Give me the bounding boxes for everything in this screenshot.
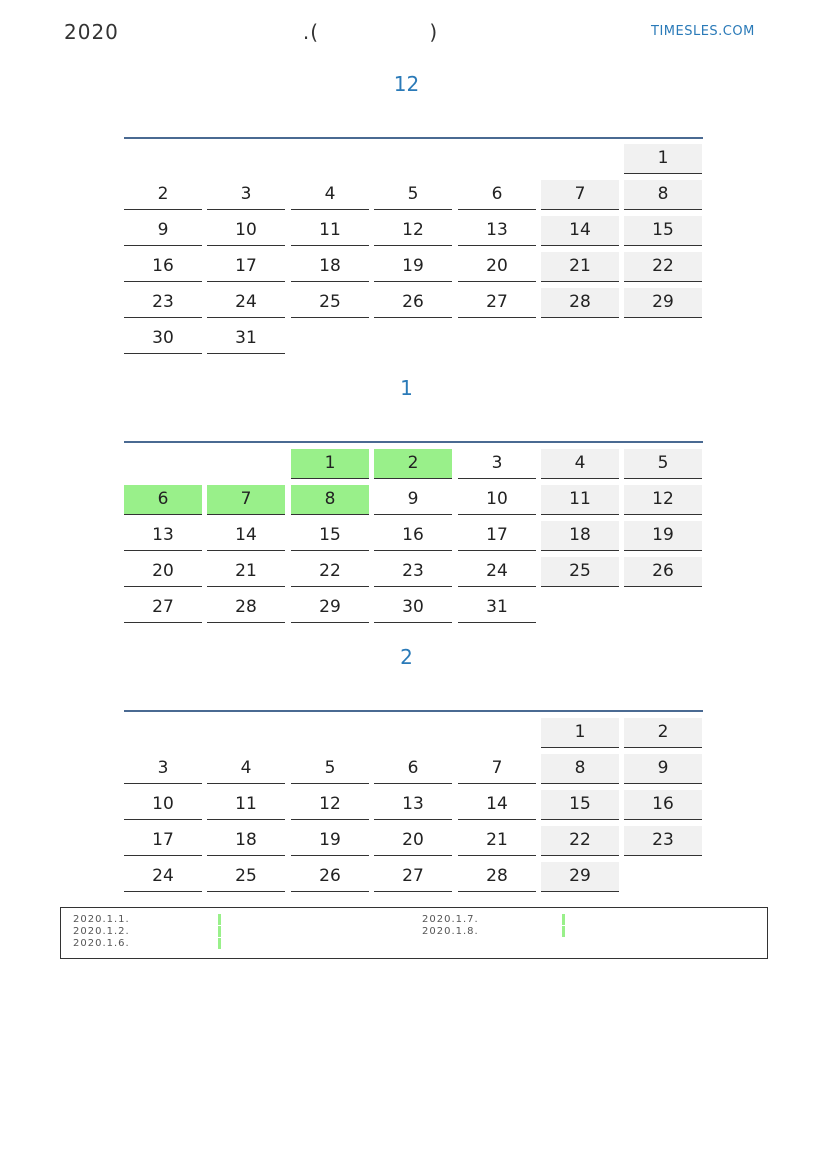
day-cell: 20 — [124, 557, 202, 587]
day-cell: 12 — [374, 216, 452, 246]
day-cell: 24 — [458, 557, 536, 587]
day-cell: 18 — [207, 826, 285, 856]
day-cell: 16 — [374, 521, 452, 551]
day-cell: 2 — [624, 718, 702, 748]
day-cell: 4 — [207, 754, 285, 784]
day-cell: 9 — [374, 485, 452, 515]
day-cell: 23 — [624, 826, 702, 856]
day-cell: 30 — [374, 593, 452, 623]
holiday-marker-icon — [218, 938, 221, 949]
day-cell: 17 — [124, 826, 202, 856]
day-cell: 10 — [458, 485, 536, 515]
day-cell: 27 — [458, 288, 536, 318]
month-title: 12 — [393, 72, 420, 96]
day-cell: 28 — [541, 288, 619, 318]
legend-date: 2020.1.1. — [73, 914, 130, 925]
day-cell: 24 — [207, 288, 285, 318]
day-cell: 8 — [541, 754, 619, 784]
day-cell: 31 — [458, 593, 536, 623]
day-cell: 28 — [458, 862, 536, 892]
day-cell: 11 — [291, 216, 369, 246]
day-cell: 17 — [207, 252, 285, 282]
day-cell: 24 — [124, 862, 202, 892]
day-cell: 20 — [374, 826, 452, 856]
day-cell: 29 — [624, 288, 702, 318]
day-cell: 13 — [374, 790, 452, 820]
day-cell: 20 — [458, 252, 536, 282]
day-cell: 25 — [291, 288, 369, 318]
day-cell: 10 — [207, 216, 285, 246]
day-cell: 12 — [624, 485, 702, 515]
day-cell: 7 — [541, 180, 619, 210]
day-cell: 8 — [291, 485, 369, 515]
day-cell: 6 — [374, 754, 452, 784]
day-cell: 17 — [458, 521, 536, 551]
page-title: 2020 .( ) — [64, 20, 439, 44]
day-cell: 7 — [458, 754, 536, 784]
day-cell: 6 — [124, 485, 202, 515]
legend-date: 2020.1.6. — [73, 938, 130, 949]
day-cell: 26 — [374, 288, 452, 318]
holiday-marker-icon — [562, 914, 565, 925]
brand-link[interactable]: TIMESLES.COM — [651, 24, 755, 39]
day-cell: 29 — [541, 862, 619, 892]
day-cell: 1 — [624, 144, 702, 174]
day-cell: 5 — [374, 180, 452, 210]
day-cell: 27 — [124, 593, 202, 623]
day-cell: 3 — [207, 180, 285, 210]
holiday-marker-icon — [218, 926, 221, 937]
month-header-rule — [124, 137, 703, 139]
day-cell: 5 — [291, 754, 369, 784]
day-cell: 19 — [624, 521, 702, 551]
day-cell: 3 — [458, 449, 536, 479]
day-cell: 16 — [624, 790, 702, 820]
day-cell: 13 — [458, 216, 536, 246]
legend-date: 2020.1.8. — [422, 926, 479, 937]
day-cell: 9 — [124, 216, 202, 246]
day-cell: 15 — [624, 216, 702, 246]
day-cell: 14 — [207, 521, 285, 551]
day-cell: 19 — [374, 252, 452, 282]
legend-date: 2020.1.7. — [422, 914, 479, 925]
day-cell: 1 — [291, 449, 369, 479]
day-cell: 1 — [541, 718, 619, 748]
day-cell: 31 — [207, 324, 285, 354]
day-cell: 21 — [541, 252, 619, 282]
day-cell: 19 — [291, 826, 369, 856]
day-cell: 22 — [624, 252, 702, 282]
month-header-rule — [124, 710, 703, 712]
day-cell: 4 — [291, 180, 369, 210]
day-cell: 23 — [124, 288, 202, 318]
holiday-marker-icon — [562, 926, 565, 937]
day-cell: 28 — [207, 593, 285, 623]
day-cell: 23 — [374, 557, 452, 587]
day-cell: 14 — [541, 216, 619, 246]
day-cell: 12 — [291, 790, 369, 820]
day-cell: 4 — [541, 449, 619, 479]
day-cell: 8 — [624, 180, 702, 210]
day-cell: 30 — [124, 324, 202, 354]
day-cell: 22 — [541, 826, 619, 856]
day-cell: 3 — [124, 754, 202, 784]
day-cell: 22 — [291, 557, 369, 587]
day-cell: 5 — [624, 449, 702, 479]
day-cell: 13 — [124, 521, 202, 551]
day-cell: 27 — [374, 862, 452, 892]
day-cell: 18 — [291, 252, 369, 282]
day-cell: 29 — [291, 593, 369, 623]
day-cell: 26 — [291, 862, 369, 892]
day-cell: 11 — [541, 485, 619, 515]
month-header-rule — [124, 441, 703, 443]
day-cell: 10 — [124, 790, 202, 820]
day-cell: 15 — [541, 790, 619, 820]
month-title: 1 — [400, 376, 413, 400]
holiday-legend — [60, 907, 768, 959]
day-cell: 25 — [541, 557, 619, 587]
day-cell: 7 — [207, 485, 285, 515]
month-title: 2 — [400, 645, 413, 669]
day-cell: 18 — [541, 521, 619, 551]
day-cell: 21 — [207, 557, 285, 587]
day-cell: 14 — [458, 790, 536, 820]
day-cell: 6 — [458, 180, 536, 210]
day-cell: 15 — [291, 521, 369, 551]
day-cell: 16 — [124, 252, 202, 282]
holiday-marker-icon — [218, 914, 221, 925]
day-cell: 11 — [207, 790, 285, 820]
day-cell: 21 — [458, 826, 536, 856]
day-cell: 25 — [207, 862, 285, 892]
legend-date: 2020.1.2. — [73, 926, 130, 937]
day-cell: 2 — [124, 180, 202, 210]
day-cell: 9 — [624, 754, 702, 784]
day-cell: 2 — [374, 449, 452, 479]
day-cell: 26 — [624, 557, 702, 587]
